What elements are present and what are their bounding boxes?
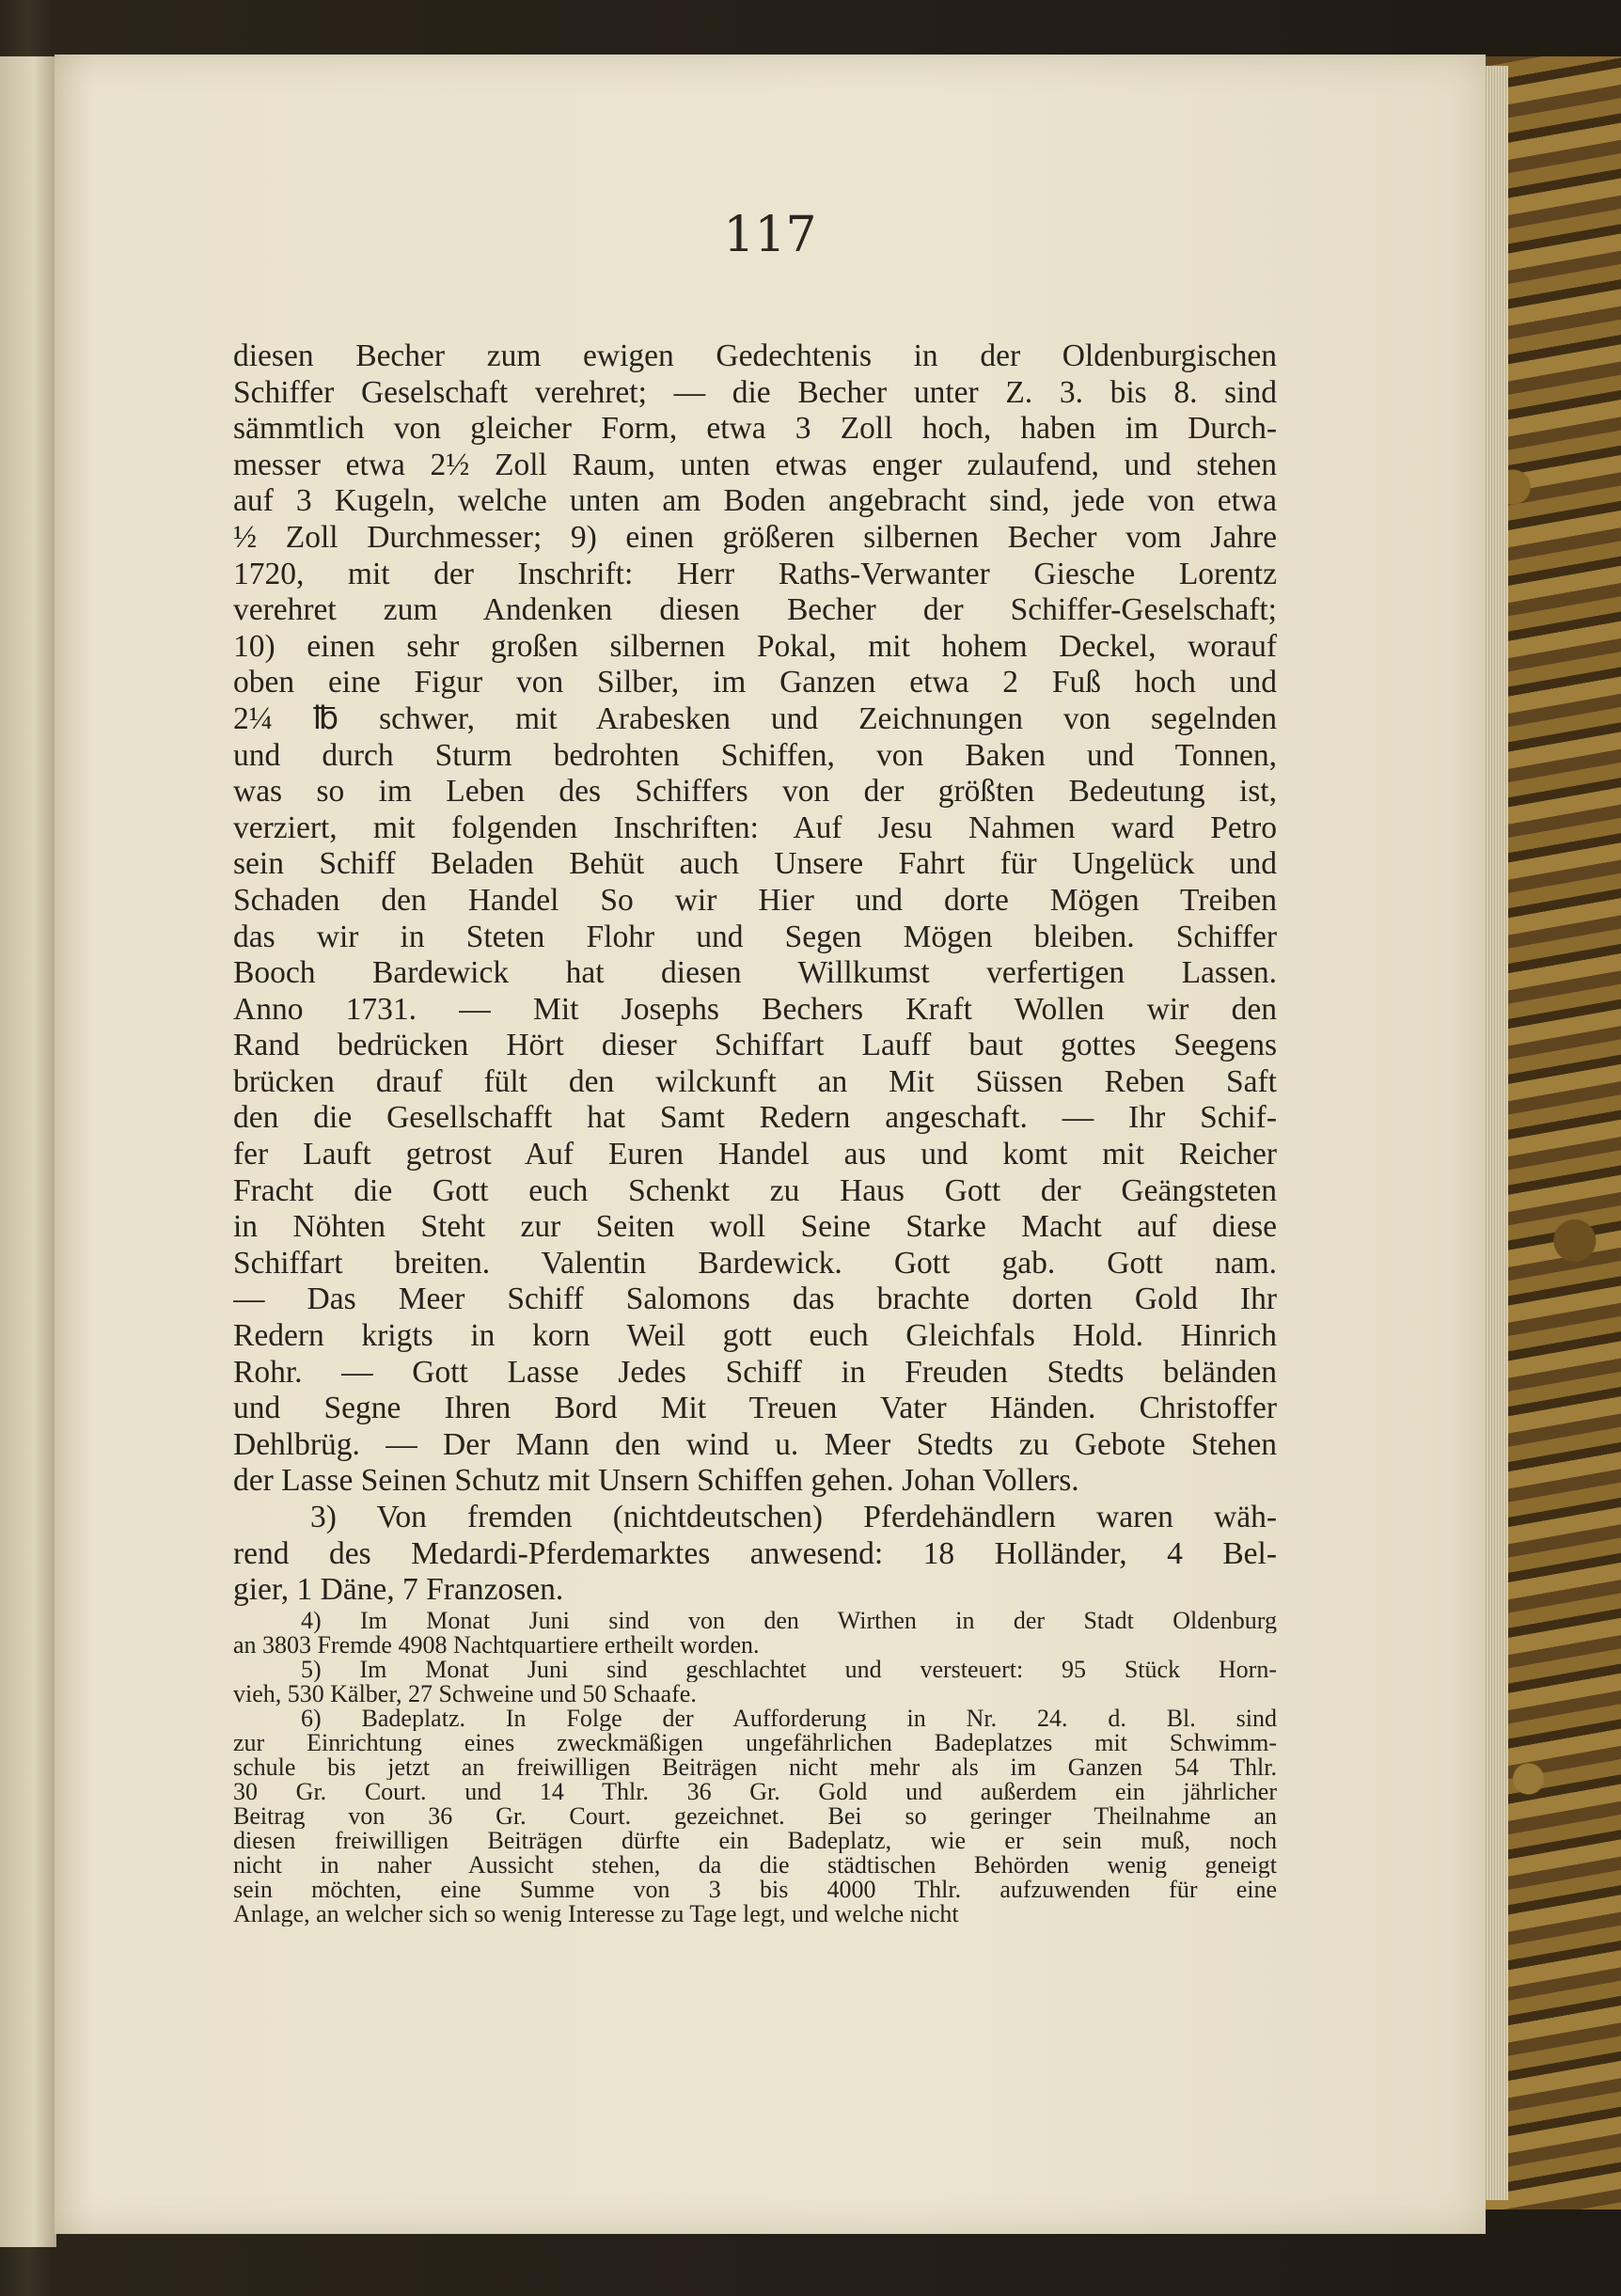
text-line: den die Gesellschafft hat Samt Redern angeschaft. — Ihr Schif- bbox=[233, 1100, 1277, 1136]
item-6-paragraph bbox=[233, 1706, 1277, 1926]
text-line: 30 Gr. Court. und 14 Thlr. 36 Gr. Gold und außerdem ein jährlicher bbox=[233, 1779, 1277, 1804]
main-paragraph bbox=[233, 338, 1277, 1500]
text-line: Schiffart breiten. Valentin Bardewick. Gott gab. Gott nam. bbox=[233, 1245, 1277, 1281]
text-line: zur Einrichtung eines zweckmäßigen ungefährlichen Badeplatzes mit Schwimm- bbox=[233, 1730, 1277, 1755]
text-line: Redern krigts in korn Weil gott euch Gleichfals Hold. Hinrich bbox=[233, 1318, 1277, 1354]
text-line: das wir in Steten Flohr und Segen Mögen bleiben. Schiffer bbox=[233, 919, 1277, 954]
text-line: und durch Sturm bedrohten Schiffen, von Baken und Tonnen, bbox=[233, 737, 1277, 773]
text-line: schule bis jetzt an freiwilligen Beiträgen nicht mehr als im Ganzen 54 Thlr. bbox=[233, 1754, 1277, 1780]
text-line: 10) einen sehr großen silbernen Pokal, mit hohem Deckel, worauf bbox=[233, 628, 1277, 664]
text-line: 4) Im Monat Juni sind von den Wirthen in der Stadt Oldenburg bbox=[301, 1608, 1277, 1633]
text-line: sein möchten, eine Summe von 3 bis 4000 Thlr. aufzuwenden für eine bbox=[233, 1877, 1277, 1902]
text-line: auf 3 Kugeln, welche unten am Boden angebracht sind, jede von etwa bbox=[233, 483, 1277, 519]
text-line: diesen Becher zum ewigen Gedechtenis in der Oldenburgischen bbox=[233, 338, 1277, 373]
text-line: der Lasse Seinen Schutz mit Unsern Schiffen gehen. Johan Vollers. bbox=[233, 1463, 1079, 1499]
text-line: sein Schiff Beladen Behüt auch Unsere Fahrt für Ungelück und bbox=[233, 846, 1277, 882]
text-line: gier, 1 Däne, 7 Franzosen. bbox=[233, 1572, 564, 1608]
text-line: messer etwa 2½ Zoll Raum, unten etwas enger zulaufend, und stehen bbox=[233, 447, 1277, 482]
text-line: Schaden den Handel So wir Hier und dorte Mögen Treiben bbox=[233, 882, 1277, 918]
text-line: 3) Von fremden (nichtdeutschen) Pferdehändlern waren wäh- bbox=[310, 1500, 1277, 1534]
left-page-edge bbox=[0, 56, 56, 2247]
text-line: Anlage, an welcher sich so wenig Interesse zu Tage legt, und welche nicht bbox=[233, 1901, 959, 1926]
item-5-paragraph bbox=[233, 1658, 1277, 1706]
text-line: 2¼ ℔ schwer, mit Arabesken und Zeichnungen von segelnden bbox=[233, 700, 1277, 736]
page-text bbox=[233, 338, 1277, 1926]
item-4-paragraph bbox=[233, 1609, 1277, 1658]
text-line: Fracht die Gott euch Schenkt zu Haus Gott der Geängsteten bbox=[233, 1172, 1277, 1208]
text-line: Booch Bardewick hat diesen Willkumst verfertigen Lassen. bbox=[233, 955, 1277, 991]
text-line: verziert, mit folgenden Inschriften: Auf Jesu Nahmen ward Petro bbox=[233, 810, 1277, 845]
text-line: 1720, mit der Inschrift: Herr Raths-Verwanter Giesche Lorentz bbox=[233, 556, 1277, 591]
text-line: nicht in naher Aussicht stehen, da die städtischen Behörden wenig geneigt bbox=[233, 1852, 1277, 1878]
text-line: sämmtlich von gleicher Form, etwa 3 Zoll hoch, haben im Durch- bbox=[233, 411, 1277, 447]
page-stack-edge bbox=[1484, 66, 1508, 2200]
text-line: diesen freiwilligen Beiträgen dürfte ein Badeplatz, wie er sein muß, noch bbox=[233, 1828, 1277, 1853]
text-line: in Nöhten Steht zur Seiten woll Seine Starke Macht auf diese bbox=[233, 1209, 1277, 1245]
text-line: brücken drauf fült den wilckunft an Mit Süssen Reben Saft bbox=[233, 1063, 1277, 1099]
text-line: Beitrag von 36 Gr. Court. gezeichnet. Bei so geringer Theilnahme an bbox=[233, 1803, 1277, 1829]
text-line: oben eine Figur von Silber, im Ganzen etwa 2 Fuß hoch und bbox=[233, 665, 1277, 700]
text-line: 5) Im Monat Juni sind geschlachtet und versteuert: 95 Stück Horn- bbox=[301, 1657, 1277, 1682]
text-line: Rand bedrücken Hört dieser Schiffart Lauff baut gottes Seegens bbox=[233, 1028, 1277, 1063]
text-line: Rohr. — Gott Lasse Jedes Schiff in Freuden Stedts beländen bbox=[233, 1354, 1277, 1390]
text-line: fer Lauft getrost Auf Euren Handel aus und komt mit Reicher bbox=[233, 1137, 1277, 1172]
text-line: an 3803 Fremde 4908 Nachtquartiere ertheilt worden. bbox=[233, 1632, 760, 1658]
text-line: — Das Meer Schiff Salomons das brachte dorten Gold Ihr bbox=[233, 1282, 1277, 1317]
text-line: 6) Badeplatz. In Folge der Aufforderung in Nr. 24. d. Bl. sind bbox=[301, 1706, 1277, 1731]
text-line: was so im Leben des Schiffers von der größten Bedeutung ist, bbox=[233, 774, 1277, 810]
text-line: Anno 1731. — Mit Josephs Bechers Kraft Wollen wir den bbox=[233, 991, 1277, 1027]
text-line: vieh, 530 Kälber, 27 Schweine und 50 Schaafe. bbox=[233, 1681, 697, 1706]
text-line: ½ Zoll Durchmesser; 9) einen größeren silbernen Becher vom Jahre bbox=[233, 519, 1277, 555]
page-number: 117 bbox=[723, 207, 817, 263]
text-line: rend des Medardi-Pferdemarktes anwesend: 18 Holländer, 4 Bel- bbox=[233, 1535, 1277, 1571]
text-line: Dehlbrüg. — Der Mann den wind u. Meer Stedts zu Gebote Stehen bbox=[233, 1426, 1277, 1462]
text-line: verehret zum Andenken diesen Becher der Schiffer-Geselschaft; bbox=[233, 592, 1277, 628]
text-line: und Segne Ihren Bord Mit Treuen Vater Händen. Christoffer bbox=[233, 1391, 1277, 1426]
book-page bbox=[55, 55, 1486, 2234]
item-3-paragraph bbox=[233, 1500, 1277, 1609]
text-line: Schiffer Geselschaft verehret; — die Becher unter Z. 3. bis 8. sind bbox=[233, 374, 1277, 410]
